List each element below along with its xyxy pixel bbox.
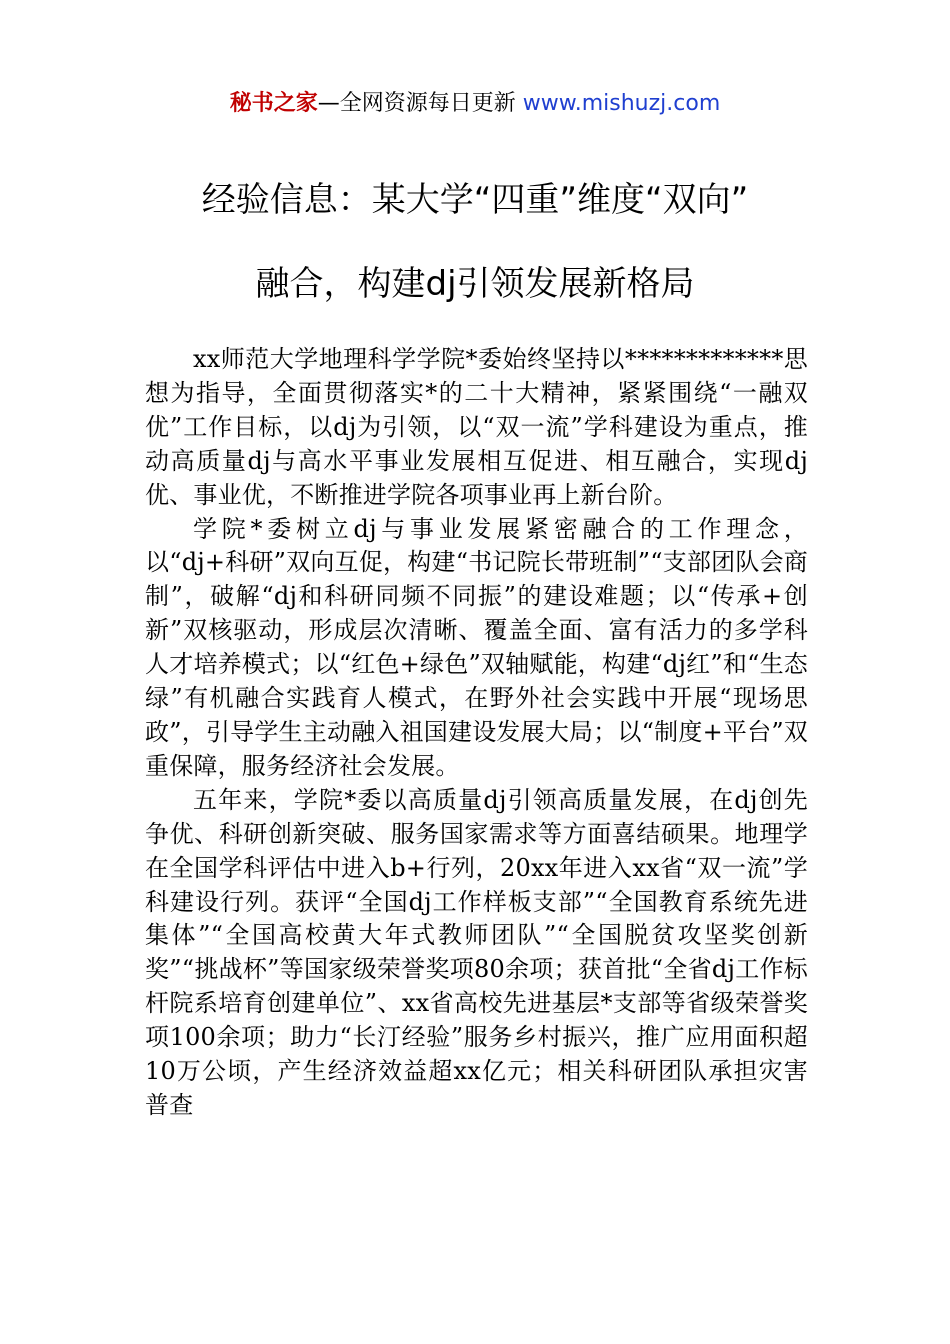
site-header <box>0 88 950 120</box>
document-title <box>100 158 850 326</box>
document-title-line-1: 经验信息：某大学“四重”维度“双向” <box>201 180 749 220</box>
site-url-link[interactable]: www.mishuzj.com <box>522 91 721 116</box>
site-tagline: —全网资源每日更新 <box>317 91 523 116</box>
body-paragraph-1: xx师范大学地理科学学院*委始终坚持以*************思想为指导，全面贯彻落实*的二十大精神，紧紧围绕“一融双优”工作目标，以dj为引领，以“双一流”学科建设为重点，推动高质量dj与高水平事业发展相互促进、相互融合，实现dj优、事业优，不断推进学院各项事业再上新台阶。 <box>145 345 808 509</box>
body-paragraph-2: 学院*委树立dj与事业发展紧密融合的工作理念，以“dj+科研”双向互促，构建“书记院长带班制”“支部团队会商制”，破解“dj和科研同频不同振”的建设难题；以“传承+创新”双核驱动，形成层次清晰、覆盖全面、富有活力的多学科人才培养模式；以“红色+绿色”双轴赋能，构建“dj红”和“生态绿”有机融合实践育人模式，在野外社会实践中开展“现场思政”，引导学生主动融入祖国建设发展大局；以“制度+平台”双重保障，服务经济社会发展。 <box>145 514 808 780</box>
document-title-line-2: 融合，构建dj引领发展新格局 <box>255 264 695 304</box>
site-brand: 秘书之家 <box>229 91 318 116</box>
body-paragraph-3: 五年来，学院*委以高质量dj引领高质量发展，在dj创先争优、科研创新突破、服务国家需求等方面喜结硕果。地理学在全国学科评估中进入b+行列，20xx年进入xx省“双一流”学科建设行列。获评“全国dj工作样板支部”“全国教育系统先进集体”“全国高校黄大年式教师团队”“全国脱贫攻坚奖创新奖”“挑战杯”等国家级荣誉奖项80余项；获首批“全省dj工作标杆院系培育创建单位”、xx省高校先进基层*支部等省级荣誉奖项100余项；助力“长汀经验”服务乡村振兴，推广应用面积超10万公顷，产生经济效益超xx亿元；相关科研团队承担灾害普查 <box>145 785 808 1119</box>
document-body <box>145 343 808 1123</box>
